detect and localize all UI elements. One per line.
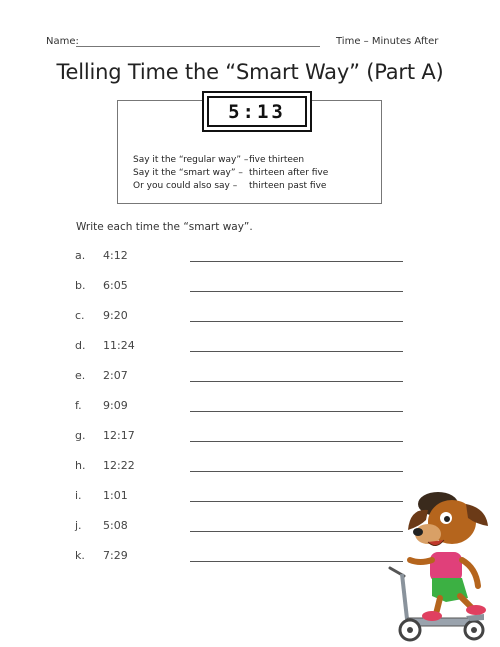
name-label: Name:: [46, 36, 79, 47]
example-row-value: five thirteen: [249, 155, 305, 165]
example-box: [117, 100, 382, 204]
answer-line[interactable]: [190, 411, 403, 412]
question-letter: i.: [75, 489, 82, 502]
question-row: [75, 489, 405, 505]
name-answer-line[interactable]: [76, 46, 320, 47]
question-row: [75, 369, 405, 385]
answer-line[interactable]: [190, 261, 403, 262]
example-row-value: thirteen after five: [249, 168, 329, 178]
question-row: [75, 399, 405, 415]
answer-line[interactable]: [190, 561, 403, 562]
question-time: 12:17: [103, 429, 135, 442]
question-time: 5:08: [103, 519, 128, 532]
question-letter: h.: [75, 459, 86, 472]
question-letter: d.: [75, 339, 86, 352]
question-letter: a.: [75, 249, 86, 262]
question-time: 1:01: [103, 489, 128, 502]
question-time: 11:24: [103, 339, 135, 352]
worksheet-topic: Time – Minutes After: [336, 36, 439, 47]
question-time: 2:07: [103, 369, 128, 382]
question-time: 4:12: [103, 249, 128, 262]
answer-line[interactable]: [190, 351, 403, 352]
example-row: [133, 168, 328, 178]
answer-line[interactable]: [190, 441, 403, 442]
question-row: [75, 429, 405, 445]
question-time: 9:20: [103, 309, 128, 322]
digital-clock: [202, 91, 312, 132]
question-row: [75, 309, 405, 325]
answer-line[interactable]: [190, 531, 403, 532]
question-row: [75, 279, 405, 295]
question-letter: j.: [75, 519, 82, 532]
answer-line[interactable]: [190, 321, 403, 322]
answer-line[interactable]: [190, 381, 403, 382]
question-time: 9:09: [103, 399, 128, 412]
answer-line[interactable]: [190, 471, 403, 472]
question-row: [75, 549, 405, 565]
question-letter: f.: [75, 399, 82, 412]
question-row: [75, 249, 405, 265]
question-time: 12:22: [103, 459, 135, 472]
question-time: 6:05: [103, 279, 128, 292]
example-row-label: Or you could also say –: [133, 181, 238, 191]
question-row: [75, 339, 405, 355]
example-row: [133, 181, 326, 191]
question-letter: b.: [75, 279, 86, 292]
question-letter: e.: [75, 369, 86, 382]
answer-line[interactable]: [190, 291, 403, 292]
example-row-value: thirteen past five: [249, 181, 327, 191]
instruction-text: Write each time the “smart way”.: [76, 221, 253, 233]
clock-display: 5:13: [207, 96, 307, 127]
dog-icon: [408, 492, 488, 621]
question-letter: c.: [75, 309, 85, 322]
question-letter: k.: [75, 549, 85, 562]
example-row-label: Say it the “smart way” –: [133, 168, 243, 178]
worksheet-title: Telling Time the “Smart Way” (Part A): [56, 60, 444, 84]
question-letter: g.: [75, 429, 86, 442]
question-row: [75, 459, 405, 475]
example-row: [133, 155, 304, 165]
question-row: [75, 519, 405, 535]
dog-on-scooter-illustration: [380, 490, 492, 645]
example-row-label: Say it the “regular way” –: [133, 155, 249, 165]
answer-line[interactable]: [190, 501, 403, 502]
question-time: 7:29: [103, 549, 128, 562]
